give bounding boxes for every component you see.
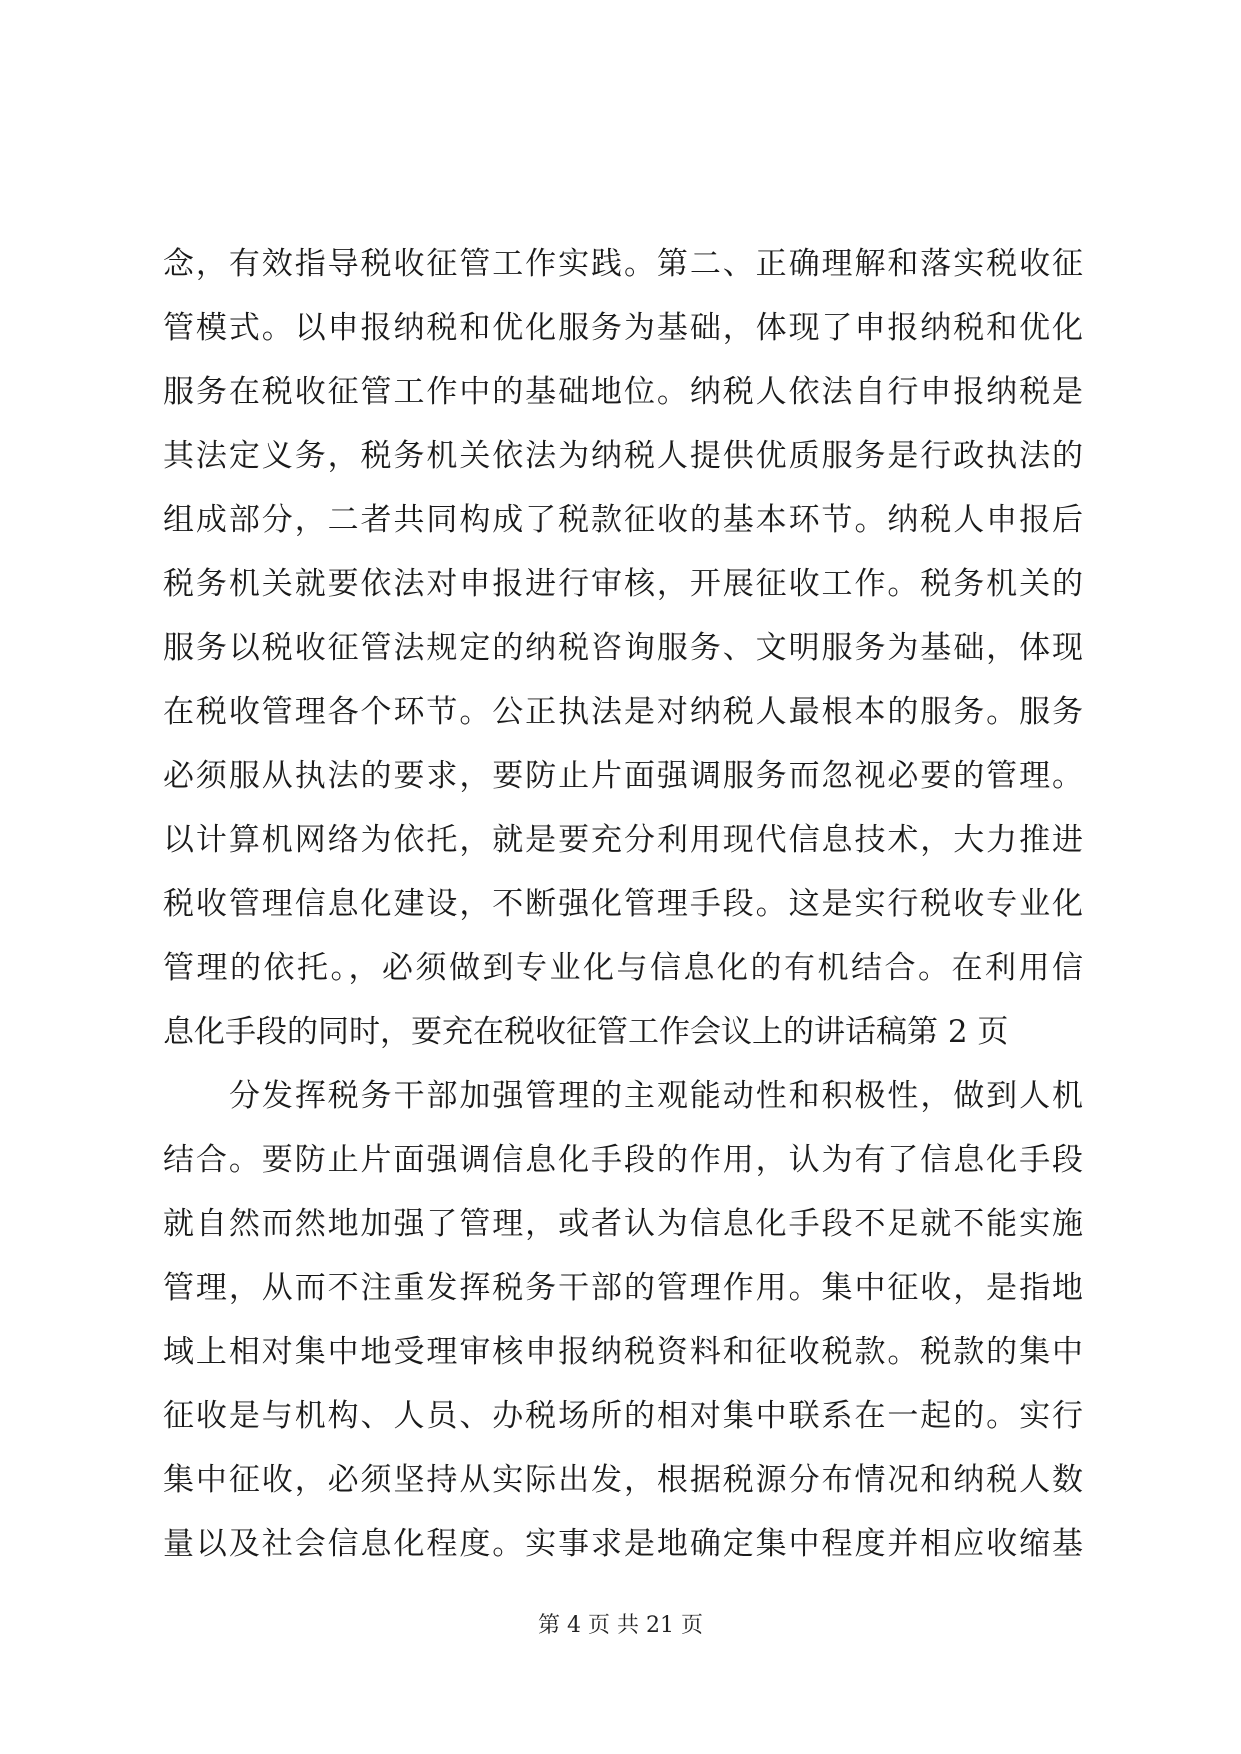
text-line: 税务机关就要依法对申报进行审核，开展征收工作。税务机关的: [163, 566, 1083, 602]
text-line: 以计算机网络为依托，就是要充分利用现代信息技术，大力推进: [163, 822, 1083, 858]
text-line: 服务以税收征管法规定的纳税咨询服务、文明服务为基础，体现: [163, 630, 1083, 666]
text-line: 域上相对集中地受理审核申报纳税资料和征收税款。税款的集中: [163, 1334, 1083, 1370]
text-line: 管理的依托。，必须做到专业化与信息化的有机结合。在利用信: [163, 950, 1083, 986]
text-line: 就自然而然地加强了管理，或者认为信息化手段不足就不能实施: [163, 1206, 1083, 1242]
text-line: 征收是与机构、人员、办税场所的相对集中联系在一起的。实行: [163, 1398, 1083, 1434]
text-line: 结合。要防止片面强调信息化手段的作用，认为有了信息化手段: [163, 1142, 1083, 1178]
text-line: 息化手段的同时，要充在税收征管工作会议上的讲话稿第 2 页: [163, 1014, 1009, 1050]
text-line: 集中征收，必须坚持从实际出发，根据税源分布情况和纳税人数: [163, 1462, 1083, 1498]
body-text: [163, 232, 1083, 1576]
text-line: 组成部分，二者共同构成了税款征收的基本环节。纳税人申报后: [163, 502, 1083, 538]
text-line-paragraph-start: 分发挥税务干部加强管理的主观能动性和积极性，做到人机: [229, 1078, 1083, 1114]
text-line: 必须服从执法的要求，要防止片面强调服务而忽视必要的管理。: [163, 758, 1083, 794]
page-number-footer: 第 4 页 共 21 页: [538, 1613, 703, 1638]
text-line: 管理，从而不注重发挥税务干部的管理作用。集中征收，是指地: [163, 1270, 1083, 1306]
text-line: 税收管理信息化建设，不断强化管理手段。这是实行税收专业化: [163, 886, 1083, 922]
text-line: 其法定义务，税务机关依法为纳税人提供优质服务是行政执法的: [163, 438, 1083, 474]
text-line: 服务在税收征管工作中的基础地位。纳税人依法自行申报纳税是: [163, 374, 1083, 410]
text-line: 量以及社会信息化程度。实事求是地确定集中程度并相应收缩基: [163, 1526, 1083, 1562]
text-line: 在税收管理各个环节。公正执法是对纳税人最根本的服务。服务: [163, 694, 1083, 730]
text-line: 念，有效指导税收征管工作实践。第二、正确理解和落实税收征: [163, 246, 1083, 282]
text-line: 管模式。以申报纳税和优化服务为基础，体现了申报纳税和优化: [163, 310, 1083, 346]
